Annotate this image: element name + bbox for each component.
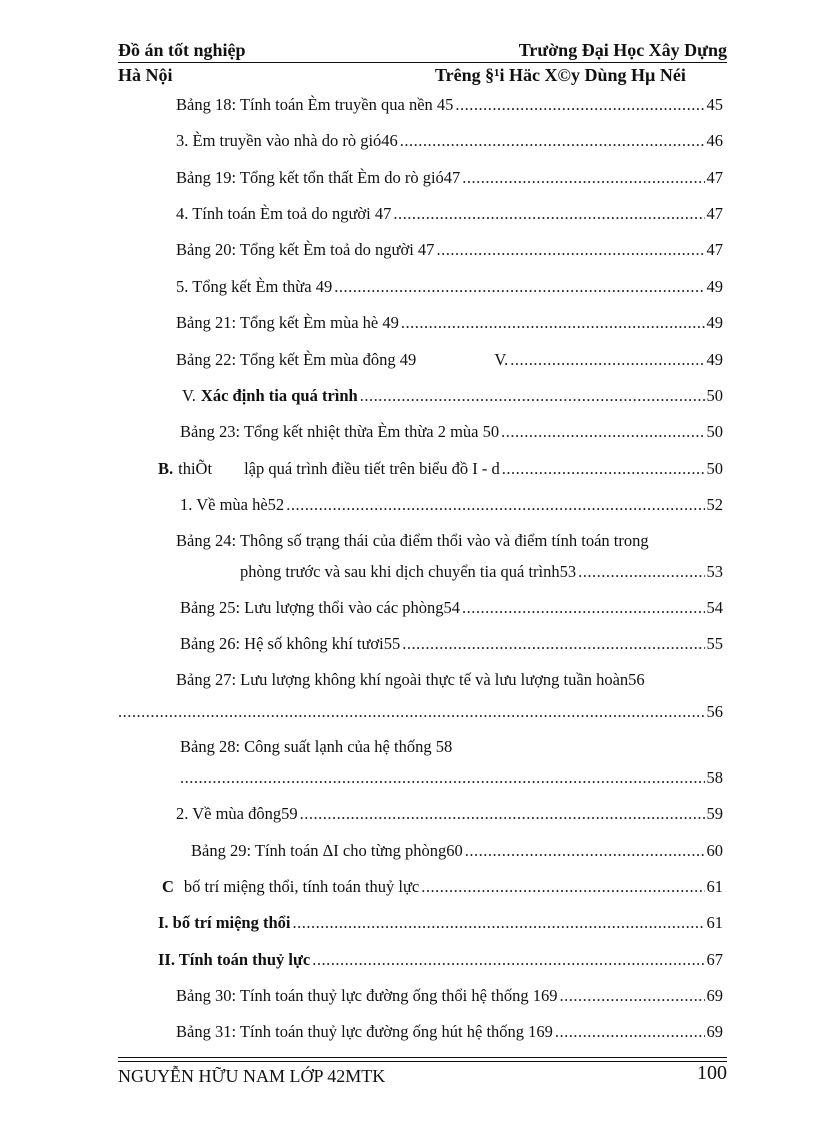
toc-entry-text: 2. Về mùa đông59 [176, 804, 298, 823]
toc-leader [401, 313, 705, 333]
toc-entry-page: 61 [706, 913, 723, 932]
toc-entry-stray-mark: V. [494, 350, 509, 369]
toc-leader [360, 386, 705, 406]
toc-entry[interactable] [180, 768, 723, 788]
toc-entry-text: Bảng 31: Tính toán thuỷ lực đường ống hút hệ thống 169 [176, 1022, 553, 1041]
toc-leader [286, 495, 704, 515]
toc-entry-text: 4. Tính toán Èm toả do người 47 [176, 204, 392, 223]
toc-entry[interactable] [158, 950, 723, 970]
toc-entry-page: 49 [706, 313, 723, 332]
toc-entry-prefix: C [162, 877, 174, 896]
toc-entry-page: 49 [706, 350, 723, 369]
header-divider [118, 62, 727, 63]
toc-entry-text: Bảng 30: Tính toán thuỷ lực đường ống thổi hệ thống 169 [176, 986, 558, 1005]
toc-leader [402, 634, 704, 654]
toc-leader [312, 950, 704, 970]
toc-leader [292, 913, 704, 933]
toc-entry-page: 60 [706, 841, 723, 860]
toc-leader [462, 598, 704, 618]
toc-leader [462, 168, 704, 188]
toc-entry[interactable] [191, 841, 723, 861]
toc-entry[interactable] [162, 877, 723, 897]
toc-entry[interactable] [176, 277, 723, 297]
toc-entry-page: 50 [706, 386, 723, 405]
toc-entry-multiline-first[interactable]: Bảng 28: Công suất lạnh của hệ thống 58 [180, 737, 453, 756]
footer-author: NGUYỄN HỮU NAM LỚP 42MTK [118, 1066, 386, 1086]
toc-entry-page: 54 [706, 598, 723, 617]
toc-entry-text: Bảng 20: Tổng kết Èm toả do người 47 [176, 240, 435, 259]
toc-entry-text: 1. Về mùa hè52 [180, 495, 285, 514]
toc-entry-text: Bảng 25: Lưu lượng thổi vào các phòng54 [180, 598, 461, 617]
toc-entry-text-continued: phòng trước và sau khi dịch chuyển tia quá trình53 [240, 562, 577, 581]
toc-entry-page: 52 [706, 495, 723, 514]
toc-entry[interactable] [176, 240, 723, 260]
toc-entry[interactable] [176, 95, 723, 115]
toc-entry[interactable] [180, 634, 723, 654]
header-title-right: Trường Đại Học Xây Dựng [518, 40, 727, 60]
toc-entry-text: II. Tính toán thuỷ lực [158, 950, 311, 969]
toc-entry[interactable] [176, 804, 723, 824]
toc-leader [502, 459, 705, 479]
toc-entry-prefix-word: thiÕt [178, 459, 213, 478]
toc-entry[interactable] [176, 131, 723, 151]
toc-entry-text: Bảng 18: Tính toán Èm truyền qua nền 45 [176, 95, 454, 114]
toc-entry-page: 56 [706, 702, 723, 721]
toc-entry[interactable] [158, 459, 723, 479]
toc-entry-page: 58 [706, 768, 723, 787]
toc-entry-text: 5. Tổng kết Èm thừa 49 [176, 277, 333, 296]
toc-leader [180, 768, 705, 788]
toc-entry-page: 69 [706, 986, 723, 1005]
toc-leader [400, 131, 705, 151]
toc-leader [578, 562, 704, 582]
toc-leader [334, 277, 704, 297]
toc-leader [421, 877, 704, 897]
toc-entry-text: 3. Èm truyền vào nhà do rò gió46 [176, 131, 398, 150]
toc-leader [436, 240, 704, 260]
toc-entry[interactable] [176, 986, 723, 1006]
toc-entry[interactable] [180, 495, 723, 515]
toc-entry[interactable] [182, 386, 723, 406]
toc-leader [118, 702, 705, 722]
toc-entry-page: 47 [706, 204, 723, 223]
footer-divider-top [118, 1057, 727, 1058]
toc-entry-page: 55 [706, 634, 723, 653]
toc-entry[interactable] [176, 350, 723, 370]
toc-leader [560, 986, 705, 1006]
toc-leader [300, 804, 705, 824]
toc-entry-page: 47 [706, 240, 723, 259]
toc-entry-text: Bảng 22: Tổng kết Èm mùa đông 49 [176, 350, 417, 369]
toc-entry-text: Bảng 29: Tính toán ΔI cho từng phòng60 [191, 841, 463, 860]
toc-leader [465, 841, 705, 861]
toc-entry-page: 45 [706, 95, 723, 114]
toc-entry-page: 46 [706, 131, 723, 150]
toc-entry-text: Bảng 21: Tổng kết Èm mùa hè 49 [176, 313, 399, 332]
toc-entry[interactable] [158, 913, 723, 933]
toc-entry[interactable] [118, 702, 723, 722]
toc-entry-page: 59 [706, 804, 723, 823]
toc-entry-page: 53 [706, 562, 723, 581]
toc-entry-text: I. bố trí miệng thổi [158, 913, 291, 932]
toc-leader [510, 350, 704, 370]
footer-divider-bottom [118, 1061, 727, 1062]
header-title-left: Đồ án tốt nghiệp [118, 40, 246, 60]
toc-entry-multiline-first[interactable]: Bảng 24: Thông số trạng thái của điểm thổi vào và điểm tính toán trong [176, 531, 649, 550]
toc-entry[interactable] [240, 562, 723, 582]
toc-entry-page: 61 [706, 877, 723, 896]
toc-entry[interactable] [180, 422, 723, 442]
toc-entry-page: 50 [706, 459, 723, 478]
header-city: Hà Nội [118, 65, 173, 85]
toc-entry[interactable] [176, 168, 723, 188]
toc-entry-text: Xác định tia quá trình [200, 386, 358, 405]
toc-entry-prefix: V. [182, 386, 196, 405]
toc-entry-page: 50 [706, 422, 723, 441]
header-school-garbled: Trêng §¹i Häc X©y Dùng Hµ Néi [435, 65, 686, 85]
toc-leader [555, 1022, 705, 1042]
toc-entry-multiline-first[interactable]: Bảng 27: Lưu lượng không khí ngoài thực tế và lưu lượng tuần hoàn56 [176, 670, 645, 689]
toc-entry-text: Bảng 26: Hệ số không khí tươi55 [180, 634, 401, 653]
toc-entry-prefix: B. [158, 459, 174, 478]
toc-entry-text: Bảng 23: Tổng kết nhiệt thừa Èm thừa 2 mùa 50 [180, 422, 500, 441]
toc-entry-text: bố trí miệng thổi, tính toán thuỷ lực [183, 877, 420, 896]
toc-entry[interactable] [176, 1022, 723, 1042]
toc-entry-text: Bảng 19: Tổng kết tổn thất Èm do rò gió47 [176, 168, 461, 187]
toc-entry[interactable] [176, 313, 723, 333]
toc-entry-page: 69 [706, 1022, 723, 1041]
toc-leader [501, 422, 704, 442]
toc-entry-page: 47 [706, 168, 723, 187]
toc-leader [455, 95, 704, 115]
toc-entry-page: 49 [706, 277, 723, 296]
toc-entry[interactable] [176, 204, 723, 224]
toc-leader [393, 204, 704, 224]
footer-page-number: 100 [697, 1062, 727, 1084]
toc-entry-text: lập quá trình điều tiết trên biểu đồ I - d [244, 459, 500, 478]
toc-entry-page: 67 [706, 950, 723, 969]
toc-entry[interactable] [180, 598, 723, 618]
